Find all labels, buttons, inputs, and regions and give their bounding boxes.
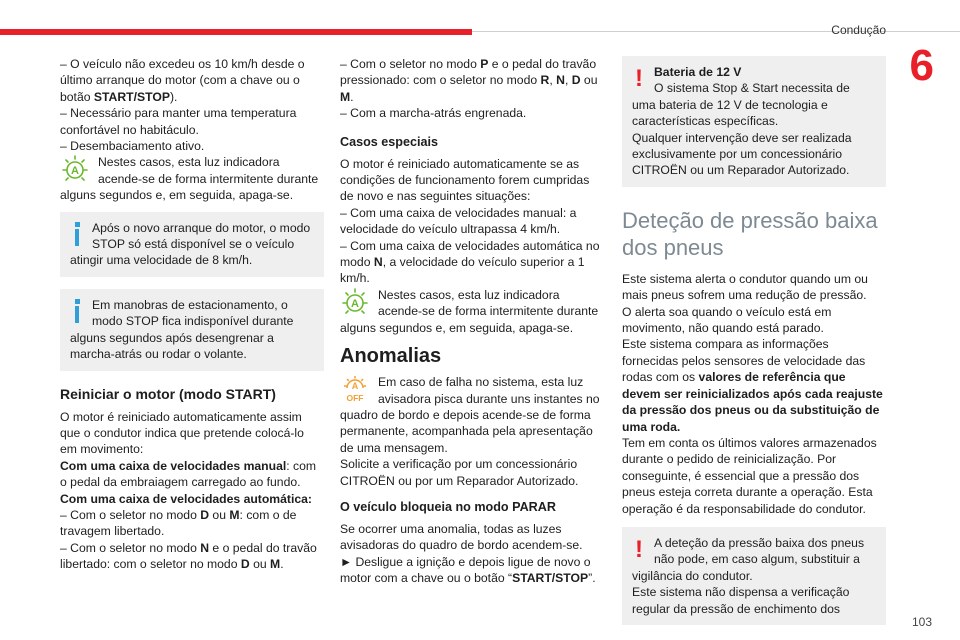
paragraph: Tem em conta os últimos valores armazenados durante o pedido de reinicialização. Por conseguinte, é essencial que a pressão dos pneus esteja correta durante a operação. Esta operação é da responsabilidade do condutor. [622, 435, 877, 516]
warning-note: ! Bateria de 12 V O sistema Stop & Start necessita de uma bateria de 12 V de tecnologia e características específicas. Qualquer intervenção deve ser realizada exclusivamente por um concessionário CITROËN ou um Reparador Autorizado. [622, 56, 886, 187]
stop-start-off-orange-icon [340, 374, 370, 404]
paragraph: ► Desligue a ignição e depois ligue de novo o motor com a chave ou o botão “START/STOP”. [340, 554, 596, 586]
header-accent-bar [0, 29, 472, 35]
column-1 [60, 56, 324, 573]
stop-start-green-icon [340, 287, 370, 317]
info-icon [70, 299, 84, 327]
warning-icon: ! [635, 65, 643, 92]
paragraph: Solicite a verificação por um concessionário CITROËN ou por um Reparador Autorizado. [340, 457, 579, 488]
paragraph: – Necessário para manter uma temperatura confortável no habitáculo. [60, 106, 297, 137]
column-2 [340, 56, 603, 587]
section-heading: O veículo bloqueia no modo PARAR [340, 499, 556, 514]
chapter-number: 6 [909, 41, 934, 90]
info-note: Em manobras de estacionamento, o modo STOP fica indisponível durante alguns segundos após desengrenar a marcha-atrás ou rodar o volante. [60, 289, 324, 371]
paragraph: – Com uma caixa de velocidades automática no modo N, a velocidade do veículo superior a 1 km/h. [340, 238, 600, 286]
section-heading: Deteção de pressão baixa dos pneus [622, 207, 878, 260]
warning-icon: ! [635, 535, 643, 563]
off-label: OFF [346, 393, 364, 404]
paragraph: Este sistema alerta o condutor quando um ou mais pneus sofrem uma redução de pressão. [622, 271, 868, 303]
paragraph: – Com o seletor no modo P e o pedal do travão pressionado: com o seletor no modo R, N, D ou M. [340, 57, 598, 104]
section-heading: Reiniciar o motor (modo START) [60, 385, 276, 402]
stop-start-green-icon [60, 154, 90, 184]
paragraph: O motor é reiniciado automaticamente assim que o condutor indica que pretende colocá-lo em movimento: [60, 409, 304, 457]
section-heading: Casos especiais [340, 134, 439, 149]
svg-text:A: A [71, 165, 79, 178]
paragraph: – Com o seletor no modo D ou M: com o de travagem libertado. [60, 507, 297, 539]
info-icon [70, 222, 84, 250]
page-number: 103 [911, 615, 932, 629]
paragraph: – Com a marcha-atrás engrenada. [340, 106, 527, 121]
paragraph: O motor é reiniciado automaticamente se as condições de funcionamento forem cumpridas de novo e nas seguintes situações: [340, 156, 590, 204]
section-heading: Anomalias [340, 345, 442, 368]
column-3 [622, 56, 886, 633]
svg-text:A: A [351, 381, 359, 392]
paragraph: Este sistema compara as informações fornecidas pelos sensores de velocidade das rodas com os valores de referência que devem ser reinicializados após cada reajuste da pressão dos pneus ou da substituição de uma roda. [622, 337, 883, 434]
paragraph: – O veículo não excedeu os 10 km/h desde o último arranque do motor (com a chave ou o botão START/STOP). [60, 57, 305, 104]
paragraph: Com uma caixa de velocidades automática: [60, 491, 312, 506]
chapter-title: Condução [831, 23, 886, 37]
header-rule [472, 31, 960, 32]
paragraph: O alerta soa quando o veículo está em movimento, não quando está parado. [622, 304, 832, 336]
lamp-paragraph: A Nestes casos, esta luz indicadora acende-se de forma intermitente durante alguns segundos e, em seguida, apaga-se. [60, 155, 319, 203]
paragraph: Se ocorrer uma anomalia, todas as luzes avisadoras do quadro de bordo acendem-se. [340, 521, 583, 553]
warning-note: ! A deteção da pressão baixa dos pneus não pode, em caso algum, substituir a vigilância do condutor. Este sistema não dispensa a verificação regular da pressão de enchimento dos [622, 527, 886, 625]
paragraph: Com uma caixa de velocidades manual: com o pedal da embraiagem carregado ao fundo. [60, 458, 317, 490]
svg-text:A: A [351, 297, 359, 310]
lamp-paragraph: A Nestes casos, esta luz indicadora acende-se de forma intermitente durante alguns segundos e, em seguida, apaga-se. [340, 287, 599, 335]
paragraph: – Desembaciamento ativo. [60, 139, 205, 154]
info-note: Após o novo arranque do motor, o modo STOP só está disponível se o veículo atingir uma velocidade de 8 km/h. [60, 212, 324, 277]
paragraph: – Com uma caixa de velocidades manual: a velocidade do veículo ultrapassa 4 km/h. [340, 205, 577, 237]
lamp-paragraph: A OFF Em caso de falha no sistema, esta luz avisadora pisca durante uns instantes no quadro de bordo e depois acende-se de forma permanente, acompanhada pela apresentação de uma mensagem. [340, 375, 600, 455]
paragraph: – Com o seletor no modo N e o pedal do travão libertado: com o seletor no modo D ou M. [60, 540, 317, 572]
